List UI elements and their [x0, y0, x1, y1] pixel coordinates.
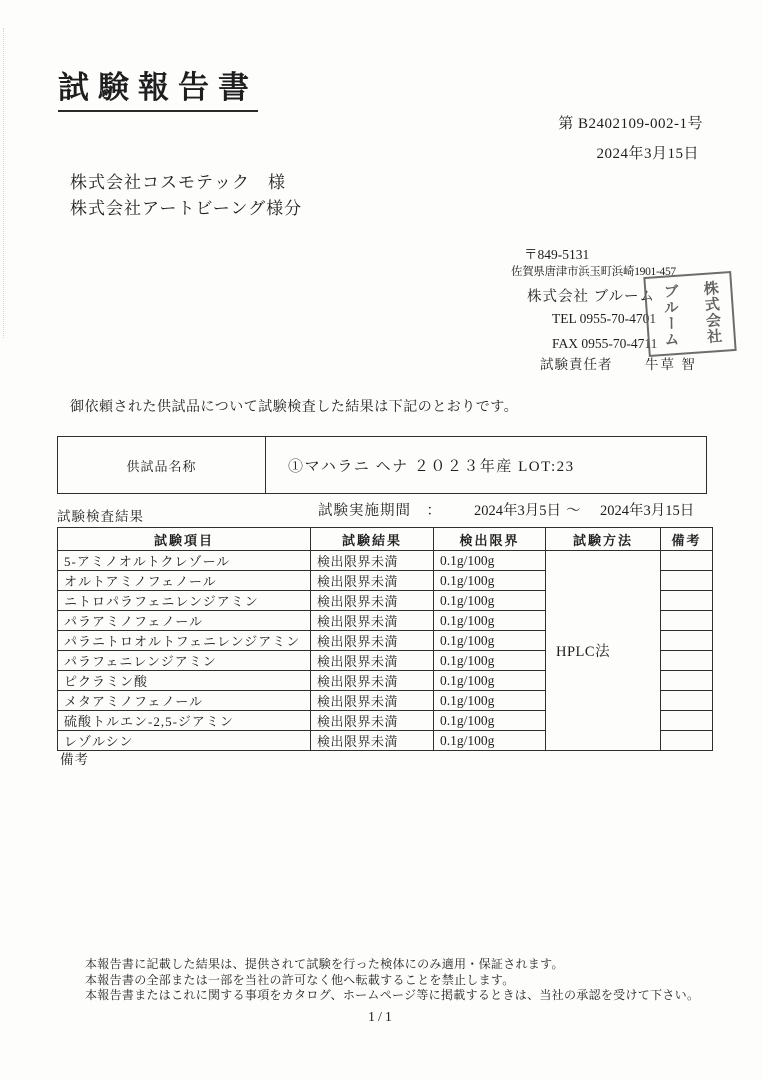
test-result-cell: 検出限界未満	[311, 571, 434, 591]
remark-cell	[661, 691, 713, 711]
footer-line-1: 本報告書に記載した結果は、提供されて試験を行った検体にのみ適用・保証されます。	[85, 957, 564, 971]
test-period-tilde: ～	[566, 503, 581, 519]
footer-line-2: 本報告書の全部または一部を当社の許可なく他へ転載することを禁止します。	[85, 972, 515, 987]
table-row	[58, 551, 713, 571]
test-result-cell: 検出限界未満	[311, 691, 434, 711]
detection-limit-cell: 0.1g/100g	[434, 591, 546, 611]
issuer-address: 佐賀県唐津市浜玉町浜崎1901-457	[511, 266, 676, 278]
sample-name-label: 供試品名称	[58, 437, 266, 494]
footer-line-3: 本報告書またはこれに関する事項をカタログ、ホームページ等に掲載するときは、当社の承認を受けて下さい。	[85, 988, 700, 1002]
detection-limit-cell: 0.1g/100g	[434, 731, 546, 751]
scan-artifact-line	[3, 28, 5, 338]
document-date: 2024年3月15日	[596, 146, 699, 162]
detection-limit-cell: 0.1g/100g	[434, 691, 546, 711]
company-seal-stamp	[643, 271, 736, 357]
detection-limit-cell: 0.1g/100g	[434, 711, 546, 731]
test-item-cell: 5-アミノオルトクレゾール	[58, 551, 311, 571]
document-number: 第 B2402109-002-1号	[558, 116, 703, 132]
results-table-body	[58, 551, 713, 751]
responsible-person-label: 試験責任者	[540, 357, 613, 372]
remark-cell	[661, 731, 713, 751]
recipient-line-1: 株式会社コスモテック 様	[70, 173, 286, 192]
test-item-cell: メタアミノフェノール	[58, 691, 311, 711]
sample-name-value: ①マハラニ ヘナ ２０２３年産 LOT:23	[266, 437, 707, 494]
test-period-start-date: 2024年3月5日	[474, 503, 561, 519]
test-result-cell: 検出限界未満	[311, 591, 434, 611]
test-item-cell: レゾルシン	[58, 731, 311, 751]
test-period-label: 試験実施期間 ：	[318, 503, 442, 519]
remark-cell	[661, 711, 713, 731]
sample-row	[58, 437, 707, 494]
intro-statement: 御依頼された供試品について試験検査した結果は下記のとおりです。	[70, 400, 519, 415]
stamp-company-name-text: ブルーム	[660, 283, 679, 348]
stamp-kabushikigaisha-text: 株式会社	[701, 280, 722, 345]
remark-cell	[661, 671, 713, 691]
remark-cell	[661, 571, 713, 591]
detection-limit-cell: 0.1g/100g	[434, 651, 546, 671]
detection-limit-cell: 0.1g/100g	[434, 671, 546, 691]
table-header-row	[58, 528, 713, 551]
header-test-item: 試験項目	[58, 528, 311, 551]
detection-limit-cell: 0.1g/100g	[434, 631, 546, 651]
issuer-tel: TEL 0955-70-4701	[552, 311, 657, 326]
test-item-cell: パラフェニレンジアミン	[58, 651, 311, 671]
footer-disclaimer	[85, 957, 699, 1004]
test-method-cell: HPLC法	[546, 551, 661, 751]
header-test-result: 試験結果	[311, 528, 434, 551]
test-item-cell: オルトアミノフェノール	[58, 571, 311, 591]
issuer-fax: FAX 0955-70-4711	[552, 336, 658, 351]
remarks-label: 備考	[60, 752, 89, 767]
remark-cell	[661, 651, 713, 671]
test-item-cell: パラアミノフェノール	[58, 611, 311, 631]
test-period-end-date: 2024年3月15日	[600, 503, 695, 519]
test-result-cell: 検出限界未満	[311, 731, 434, 751]
issuer-postal-code: 〒849-5131	[524, 247, 590, 262]
responsible-person-name: 牛草 智	[645, 357, 697, 372]
test-result-cell: 検出限界未満	[311, 631, 434, 651]
header-remarks: 備考	[661, 528, 713, 551]
test-results-table	[57, 527, 713, 751]
test-result-cell: 検出限界未満	[311, 671, 434, 691]
test-item-cell: 硫酸トルエン-2,5-ジアミン	[58, 711, 311, 731]
page-title: 試験報告書	[58, 62, 258, 112]
test-result-cell: 検出限界未満	[311, 651, 434, 671]
header-detection-limit: 検出限界	[434, 528, 546, 551]
remark-cell	[661, 551, 713, 571]
header-test-method: 試験方法	[546, 528, 661, 551]
test-item-cell: ピクラミン酸	[58, 671, 311, 691]
test-item-cell: ニトロパラフェニレンジアミン	[58, 591, 311, 611]
detection-limit-cell: 0.1g/100g	[434, 611, 546, 631]
remark-cell	[661, 591, 713, 611]
test-result-cell: 検出限界未満	[311, 551, 434, 571]
page-number: 1/1	[368, 1010, 395, 1025]
sample-name-table	[57, 436, 707, 494]
test-item-cell: パラニトロオルトフェニレンジアミン	[58, 631, 311, 651]
test-result-cell: 検出限界未満	[311, 711, 434, 731]
results-section-label: 試験検査結果	[57, 509, 144, 524]
detection-limit-cell: 0.1g/100g	[434, 551, 546, 571]
issuer-company-name: 株式会社 ブルーム	[527, 289, 656, 305]
remark-cell	[661, 631, 713, 651]
detection-limit-cell: 0.1g/100g	[434, 571, 546, 591]
remark-cell	[661, 611, 713, 631]
recipient-line-2: 株式会社アートビーング様分	[70, 199, 303, 218]
test-result-cell: 検出限界未満	[311, 611, 434, 631]
